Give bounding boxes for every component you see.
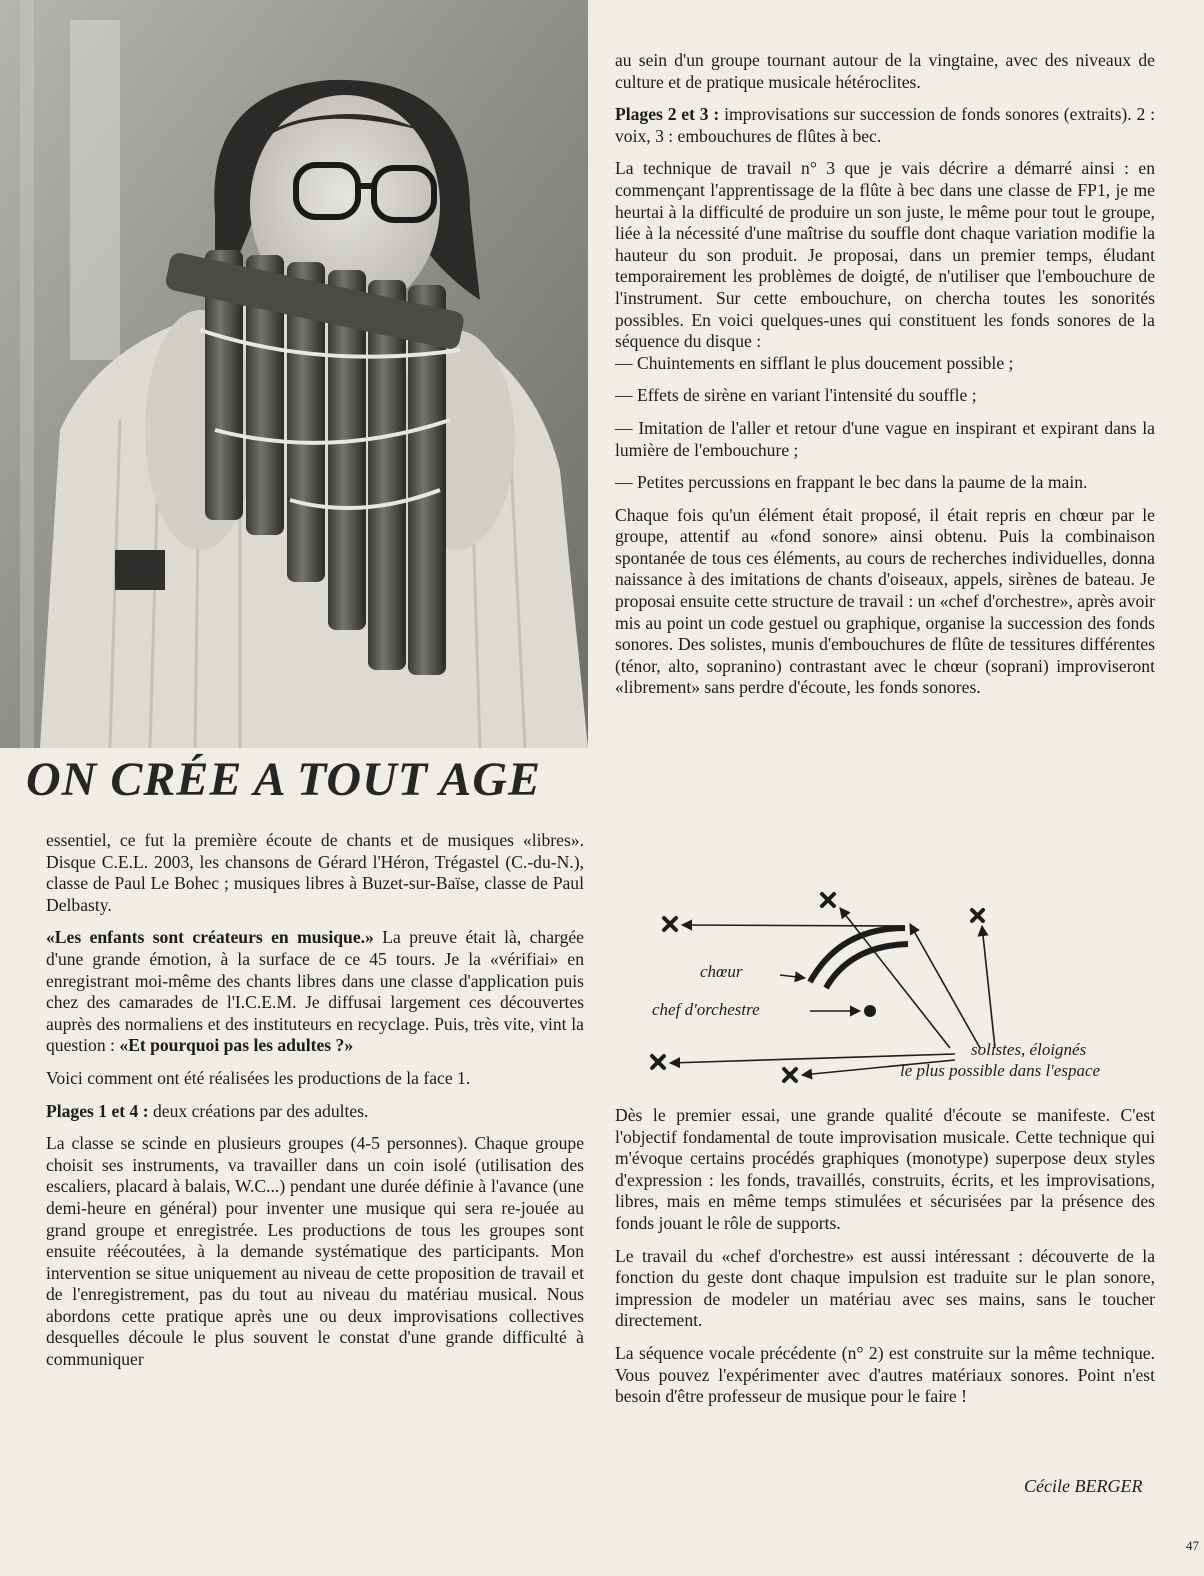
- pan-flute-photo: [0, 0, 588, 748]
- paragraph: La classe se scinde en plusieurs groupes (4-5 personnes). Chaque groupe choisit ses instruments, va travailler dans un coin isolé (utilisation des escaliers, placard à balais, W.C...) pendant une durée définie à l'avance (une demi-heure en général) pour inventer une musique qui sera re-jouée au grand groupe et enregistrée. Les productions de tous les groupes sont ensuite réécoutées, à la demande systématique des participants. Mon intervention se situe uniquement au niveau de cette proposition de travail et de l'enregistrement, pas du tout au niveau du matériau musical. Nous abordons cette pratique après une ou deux improvisations collectives desquelles découle le plus souvent le constat d'une grande difficulté à communiquer: [46, 1133, 584, 1370]
- list-item: — Effets de sirène en variant l'intensité du souffle ;: [615, 385, 977, 406]
- paragraph: [615, 104, 1155, 147]
- paragraph-end: «Et pourquoi pas les adultes ?»: [119, 1035, 354, 1056]
- paragraph-lead: Plages 1 et 4 :: [46, 1100, 149, 1121]
- conductor-label: chef d'orchestre: [652, 1000, 760, 1019]
- soloists-label: solistes, éloignés: [971, 1040, 1087, 1059]
- conductor-dot: [864, 1005, 876, 1017]
- paragraph: Dès le premier essai, une grande qualité d'écoute se manifeste. C'est l'objectif fondamental de toute improvisation musicale. Cette technique qui m'évoque certains procédés graphiques (monotype) superpose deux styles d'expression : les fonds, travaillés, construits, écrits, et les improvisations, libres, mais en même temps stimulées et sécurisées par la présence des fonds jouant le rôle de supports.: [615, 1105, 1155, 1233]
- right-column-lower: [615, 1105, 1155, 1419]
- paragraph: Chaque fois qu'un élément était proposé, il était repris en chœur par le groupe, attentif au «fond sonore» ainsi obtenu. Puis la combinaison spontanée de tous ces éléments, au cours de recherches individuelles, donna naissance à des imitations de chants d'oiseaux, appels, sirènes de bateau. Je proposai ensuite cette structure de travail : un «chef d'orchestre», après avoir mis au point un code gestuel ou graphique, organise la succession des fonds sonores. Des solistes, munis d'embouchures de flûte de tessitures différentes (ténor, alto, sopranino) contrastant avec le chœur (soprani) improviseront «librement» sans perdre d'écoute, les fonds sonores.: [615, 504, 1155, 698]
- orchestra-diagram: [640, 880, 1180, 1090]
- choir-label: chœur: [700, 962, 743, 981]
- soloist-mark: [972, 910, 983, 921]
- paragraph: La séquence vocale précédente (n° 2) est construite sur la même technique. Vous pouvez l'expérimenter avec d'autres matériaux sonores. Point n'est besoin d'être professeur de musique pour le faire !: [615, 1342, 1155, 1407]
- woman-playing-pan-flute-photo: [0, 0, 588, 748]
- right-column: [615, 50, 1155, 710]
- paragraph-body: improvisations sur succession de fonds sonores (extraits). 2 : voix, 3 : embouchures de flûtes à bec.: [615, 104, 1155, 146]
- page-number: 47: [1186, 1538, 1199, 1553]
- paragraph: [46, 1101, 584, 1123]
- paragraph: [46, 927, 584, 1057]
- soloist-mark: [664, 918, 676, 930]
- paragraph-body: La preuve était là, chargée d'une grande émotion, à la surface de ce 45 tours. Je la «vérifiai» en enregistrant moi-même des chants libres dans une classe d'application puis chez des camarades de l'I.C.E.M. Je diffusai largement ces découvertes auprès des normaliens et des instituteurs en recyclage. Puis, très vite, vint la question :: [46, 927, 584, 1056]
- soloist-mark: [784, 1069, 796, 1081]
- soloist-mark: [822, 894, 834, 906]
- list-item: — Chuintements en sifflant le plus doucement possible ;: [615, 352, 1014, 373]
- soloist-mark: [652, 1056, 664, 1068]
- paragraph-lead: «Les enfants sont créateurs en musique.»: [46, 927, 374, 948]
- soloist-marks: [652, 894, 983, 1081]
- paragraph-body: deux créations par des adultes.: [148, 1100, 369, 1121]
- soloists-label-line2: le plus possible dans l'espace: [900, 1061, 1101, 1080]
- paragraph: La technique de travail n° 3 que je vais décrire a démarré ainsi : en commençant l'apprentissage de la flûte à bec dans une classe de FP1, je me heurtai à la difficulté de produire un son juste, le même pour tout le groupe, liée à la nécessité d'une maîtrise du souffle dont chaque variation modifie la hauteur du son produit. Je proposai, dans un premier temps, éludant temporairement les problèmes de doigté, de n'utiliser que l'embouchure de l'instrument. Sur cette embouchure, on chercha toutes les sonorités possibles. En voici quelques-unes qui constituent les fonds sonores de la séquence du disque :: [615, 158, 1155, 352]
- left-column: [46, 830, 584, 1382]
- author-signature: Cécile BERGER: [1024, 1476, 1143, 1496]
- list-item: — Imitation de l'aller et retour d'une vague en inspirant et expirant dans la lumière de l'embouchure ;: [615, 417, 1155, 460]
- paragraph: essentiel, ce fut la première écoute de chants et de musiques «libres». Disque C.E.L. 2003, les chansons de Gérard l'Héron, Trégastel (C.-du-N.), classe de Paul Le Bohec ; musiques libres à Buzet-sur-Baïse, classe de Paul Delbasty.: [46, 830, 584, 915]
- paragraph: Voici comment ont été réalisées les productions de la face 1.: [46, 1067, 471, 1088]
- paragraph: au sein d'un groupe tournant autour de la vingtaine, avec des niveaux de culture et de pratique musicale hétéroclites.: [615, 50, 1155, 92]
- article-headline: ON CRÉE A TOUT AGE: [26, 753, 541, 806]
- list-item: — Petites percussions en frappant le bec dans la paume de la main.: [615, 472, 1088, 493]
- paragraph-lead: Plages 2 et 3 :: [615, 104, 720, 125]
- paragraph: Le travail du «chef d'orchestre» est aussi intéressant : découverte de la fonction du geste dont chaque impulsion est traduite sur le plan sonore, impression de modeler un matériau avec ses mains, sans le toucher directement.: [615, 1245, 1155, 1331]
- orchestra-layout-diagram: [640, 880, 1180, 1090]
